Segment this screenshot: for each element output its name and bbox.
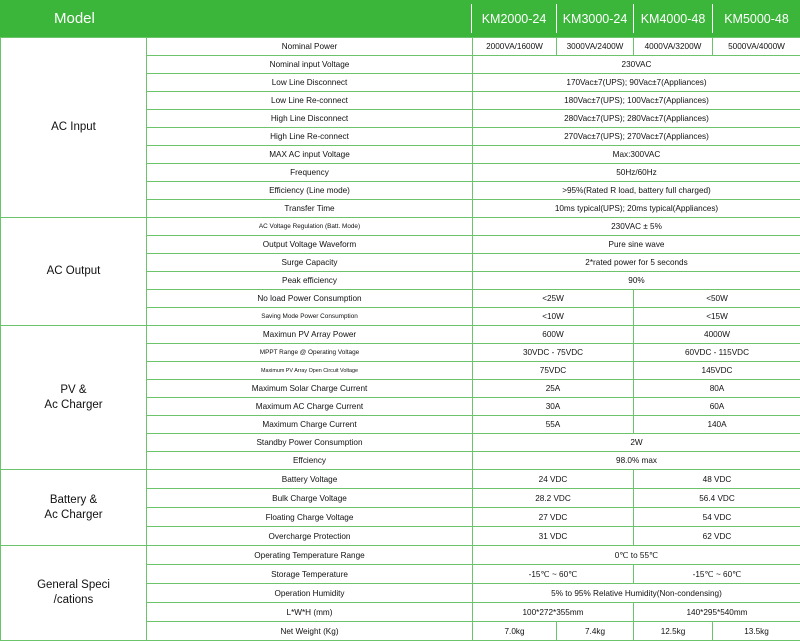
cell-value: 2W — [473, 434, 800, 452]
row-label: Overcharge Protection — [147, 527, 473, 546]
cell-value: 170Vac±7(UPS); 90Vac±7(Appliances) — [473, 74, 800, 92]
row-label: Output Voltage Waveform — [147, 236, 473, 254]
row-label: Surge Capacity — [147, 254, 473, 272]
cell-value: 25A — [473, 380, 634, 398]
row-label: Maximum AC Charge Current — [147, 398, 473, 416]
cell-value: 2000VA/1600W — [473, 38, 557, 56]
cell-value: 30A — [473, 398, 634, 416]
group-battery-ac-charger — [1, 470, 147, 546]
cell-value: 60VDC - 115VDC — [634, 344, 800, 362]
cell-value: <15W — [634, 308, 800, 326]
row-label: Floating Charge Voltage — [147, 508, 473, 527]
row-label: Storage Temperature — [147, 565, 473, 584]
cell-value: 0℃ to 55℃ — [473, 546, 800, 565]
group-label-line: Ac Charger — [44, 509, 102, 521]
cell-value: 48 VDC — [634, 470, 800, 489]
cell-value: 7.0kg — [473, 622, 557, 641]
cell-value: 140A — [634, 416, 800, 434]
group-label-line: Ac Charger — [44, 399, 102, 411]
cell-value: 230VAC — [473, 56, 800, 74]
row-label: High Line Disconnect — [147, 110, 473, 128]
group-label-line: General Speci — [37, 579, 110, 591]
row-label: Effciency — [147, 452, 473, 470]
cell-value: 3000VA/2400W — [557, 38, 634, 56]
cell-value: 140*295*540mm — [634, 603, 800, 622]
group-ac-output: AC Output — [1, 218, 147, 326]
row-label: Nominal input Voltage — [147, 56, 473, 74]
cell-value: 5% to 95% Relative Humidity(Non-condensing) — [473, 584, 800, 603]
table-row — [1, 218, 800, 236]
table-row — [1, 326, 800, 344]
row-label: Maximun PV Array Power — [147, 326, 473, 344]
cell-value: 2*rated power for 5 seconds — [473, 254, 800, 272]
row-label: Transfer Time — [147, 200, 473, 218]
cell-value: 180Vac±7(UPS); 100Vac±7(Appliances) — [473, 92, 800, 110]
cell-value: 75VDC — [473, 362, 634, 380]
cell-value: 28.2 VDC — [473, 489, 634, 508]
cell-value: 270Vac±7(UPS); 270Vac±7(Appliances) — [473, 128, 800, 146]
row-label: High Line Re-connect — [147, 128, 473, 146]
cell-value: >95%(Rated R load, battery full charged) — [473, 182, 800, 200]
row-label: Low Line Disconnect — [147, 74, 473, 92]
table-row — [1, 38, 800, 56]
cell-value: Pure sine wave — [473, 236, 800, 254]
row-label: Nominal Power — [147, 38, 473, 56]
model-km5000-48-header: KM5000-48 — [713, 0, 800, 37]
cell-value: 56.4 VDC — [634, 489, 800, 508]
group-label-line: Battery & — [50, 494, 97, 506]
row-label: Operation Humidity — [147, 584, 473, 603]
cell-value: -15℃ ~ 60℃ — [473, 565, 634, 584]
row-label: AC Voltage Regulation (Batt. Mode) — [147, 218, 473, 236]
row-label: Bulk Charge Voltage — [147, 489, 473, 508]
row-label: Peak efficiency — [147, 272, 473, 290]
cell-value: 98.0% max — [473, 452, 800, 470]
table-header-bar — [0, 0, 800, 37]
group-pv-ac-charger — [1, 326, 147, 470]
row-label: Low Line Re-connect — [147, 92, 473, 110]
cell-value: 7.4kg — [557, 622, 634, 641]
row-label: Maximum Charge Current — [147, 416, 473, 434]
cell-value: 230VAC ± 5% — [473, 218, 800, 236]
row-label: Saving Mode Power Consumption — [147, 308, 473, 326]
cell-value: 60A — [634, 398, 800, 416]
row-label: MPPT Range @ Operating Voltage — [147, 344, 473, 362]
cell-value: 31 VDC — [473, 527, 634, 546]
model-km2000-24-header: KM2000-24 — [472, 0, 556, 37]
row-label: Battery Voltage — [147, 470, 473, 489]
row-label: Net Weight (Kg) — [147, 622, 473, 641]
cell-value: 54 VDC — [634, 508, 800, 527]
cell-value: 62 VDC — [634, 527, 800, 546]
table-row — [1, 546, 800, 565]
cell-value: 24 VDC — [473, 470, 634, 489]
cell-value: <50W — [634, 290, 800, 308]
model-header-label: Model — [0, 0, 471, 37]
row-label: Maximum PV Array Open Circuit Voltage — [147, 362, 473, 380]
cell-value: 5000VA/4000W — [713, 38, 800, 56]
cell-value: 90% — [473, 272, 800, 290]
model-km3000-24-header: KM3000-24 — [557, 0, 633, 37]
cell-value: 30VDC - 75VDC — [473, 344, 634, 362]
row-label: Operating Temperature Range — [147, 546, 473, 565]
cell-value: Max:300VAC — [473, 146, 800, 164]
cell-value: 50Hz/60Hz — [473, 164, 800, 182]
model-km4000-48-header: KM4000-48 — [634, 0, 712, 37]
row-label: Frequency — [147, 164, 473, 182]
cell-value: 4000W — [634, 326, 800, 344]
cell-value: 12.5kg — [634, 622, 713, 641]
group-general-specifications — [1, 546, 147, 641]
row-label: Standby Power Consumption — [147, 434, 473, 452]
row-label: L*W*H (mm) — [147, 603, 473, 622]
cell-value: 4000VA/3200W — [634, 38, 713, 56]
group-label-line: PV & — [60, 384, 86, 396]
cell-value: <25W — [473, 290, 634, 308]
row-label: Maximum Solar Charge Current — [147, 380, 473, 398]
cell-value: 10ms typical(UPS); 20ms typical(Appliances) — [473, 200, 800, 218]
cell-value: 80A — [634, 380, 800, 398]
cell-value: <10W — [473, 308, 634, 326]
cell-value: -15℃ ~ 60℃ — [634, 565, 800, 584]
cell-value: 280Vac±7(UPS); 280Vac±7(Appliances) — [473, 110, 800, 128]
group-label-line: /cations — [54, 594, 94, 606]
cell-value: 100*272*355mm — [473, 603, 634, 622]
group-ac-input: AC Input — [1, 38, 147, 218]
cell-value: 27 VDC — [473, 508, 634, 527]
row-label: No load Power Consumption — [147, 290, 473, 308]
row-label: Efficiency (Line mode) — [147, 182, 473, 200]
table-row — [1, 470, 800, 489]
cell-value: 13.5kg — [713, 622, 800, 641]
row-label: MAX AC input Voltage — [147, 146, 473, 164]
spec-table — [0, 37, 800, 641]
cell-value: 55A — [473, 416, 634, 434]
cell-value: 600W — [473, 326, 634, 344]
cell-value: 145VDC — [634, 362, 800, 380]
